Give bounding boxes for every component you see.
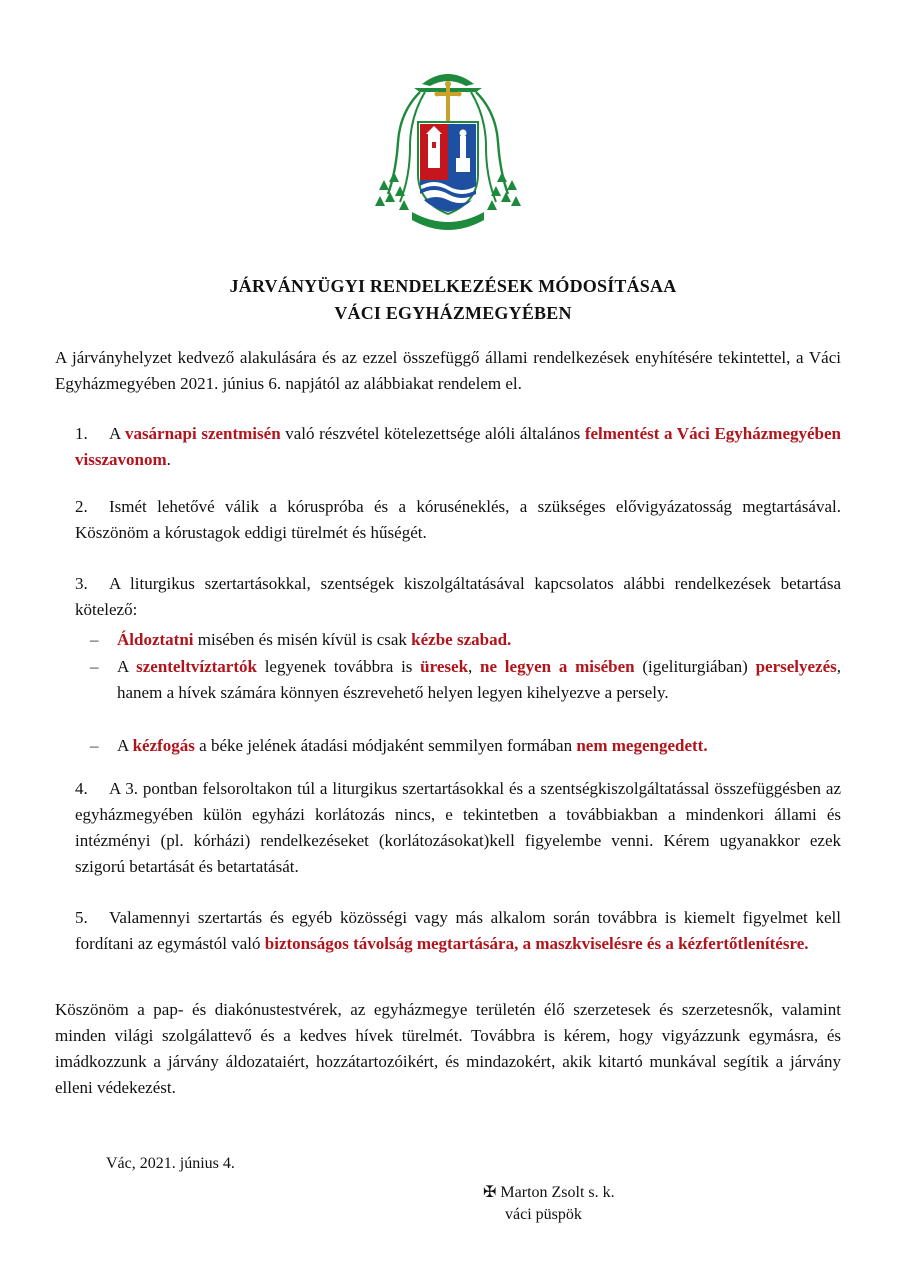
item-1-text-a: A: [109, 424, 125, 443]
dash-marker: –: [90, 630, 99, 649]
crest-motto: [0, 1, 1, 2]
place-date: Vác, 2021. június 4.: [106, 1155, 235, 1172]
signature-name-line: [483, 1182, 615, 1202]
item-1: [75, 421, 841, 473]
bullet-2-text-e: , hanem a hívek számára könnyen észrevehető helyen legyen kihelyezve a persely.: [117, 657, 841, 702]
bullet-1-text: misében és misén kívül is csak: [193, 630, 412, 649]
item-1-number: 1.: [75, 424, 88, 443]
item-1-highlight-2: felmentést a Váci Egyházmegyében visszavonom: [75, 424, 841, 469]
title-line-2: VÁCI EGYHÁZMEGYÉBEN: [334, 303, 572, 323]
item-5: [75, 905, 841, 957]
bullet-2-highlight-3: ne legyen a misében: [480, 657, 635, 676]
item-1-highlight-1: vasárnapi szentmisén: [124, 424, 281, 443]
signature-name: Marton Zsolt s. k.: [500, 1184, 615, 1201]
bullet-3-highlight-2: nem megengedett.: [576, 736, 708, 755]
item-5-highlight: biztonságos távolság megtartására, a maszkviselésre és a kézfertőtlenítésre.: [264, 934, 809, 953]
closing-paragraph: Köszönöm a pap- és diakónustestvérek, az egyházmegye területén élő szerzetesek és szerzetesnők, valamint minden világi szolgálattevő és a kedves hívek türelmét. Továbbra is kérem, hogy vigyázzunk egymásra, és imádkozzunk a járvány áldozataiért, hozzátartozóikért, és mindazokért, akik kitartó munkával segítik a járvány elleni védekezést.: [55, 1000, 841, 1097]
item-2-text: Ismét lehetővé válik a kóruspróba és a kóruséneklés, a szükséges elővigyázatosság megtartásával. Köszönöm a kórustagok eddigi türelmét és hűségét.: [75, 497, 841, 542]
bullet-3-text-b: a béke jelének átadási módjaként semmilyen formában: [194, 736, 577, 755]
bullet-2-text-b: legyenek továbbra is: [256, 657, 421, 676]
item-1-text-b: való részvétel kötelezettsége alóli általános: [280, 424, 585, 443]
bullet-2-text-a: A: [117, 657, 137, 676]
bullet-3-text-a: A: [117, 736, 133, 755]
item-3: [75, 571, 841, 623]
signature-role: váci püspök: [505, 1206, 582, 1223]
bullet-1-highlight-2: kézbe szabad.: [411, 630, 512, 649]
item-2: [75, 494, 841, 546]
item-4: [75, 776, 841, 880]
bullet-2-text-c: ,: [468, 657, 481, 676]
item-4-text: A 3. pontban felsoroltakon túl a liturgikus szertartásokkal és a szentségkiszolgáltatással összefüggésben az egyházmegyében külön egyházi korlátozás nincs, e tekintetben a továbbiakban a mindenkori állami és intézményi (pl. kórházi) rendelkezéseket (korlátozásokat)kell figyelembe venni. Kérem ugyanakkor ezek szigorú betartását és betartatását.: [75, 779, 841, 876]
item-2-number: 2.: [75, 497, 88, 516]
intro-paragraph: A járványhelyzet kedvező alakulására és az ezzel összefüggő állami rendelkezések enyhítésére tekintettel, a Váci Egyházmegyében 2021. június 6. napjától az alábbiakat rendelem el.: [55, 348, 841, 393]
item-5-number: 5.: [75, 908, 88, 927]
bullet-2-highlight-2: üresek: [420, 657, 469, 676]
bullet-3-highlight-1: kézfogás: [132, 736, 195, 755]
dash-marker: –: [90, 736, 99, 755]
bullet-2-text-d: (igeliturgiában): [634, 657, 756, 676]
item-5-text: Valamennyi szertartás és egyéb közösségi vagy más alkalom során továbbra is kiemelt figyelmet kell fordítani az egymástól való: [75, 908, 841, 953]
cross-icon: ✠: [483, 1184, 497, 1201]
bullet-2-highlight-4: perselyezés: [755, 657, 837, 676]
item-3-text: A liturgikus szertartásokkal, szentségek kiszolgáltatásával kapcsolatos alábbi rendelkezések betartása kötelező:: [75, 574, 841, 619]
item-3-bullet-3: [90, 733, 841, 759]
item-1-text-c: .: [166, 450, 171, 469]
bullet-2-highlight-1: szenteltvíztartók: [136, 657, 257, 676]
bullet-1-highlight-1: Áldoztatni: [117, 630, 194, 649]
title-line-1: JÁRVÁNYÜGYI RENDELKEZÉSEK MÓDOSÍTÁSAA: [229, 276, 677, 296]
dash-marker: –: [90, 657, 99, 676]
item-3-number: 3.: [75, 574, 88, 593]
diocese-coat-of-arms: [370, 62, 526, 234]
item-3-bullet-2: [90, 654, 841, 706]
item-4-number: 4.: [75, 779, 88, 798]
item-3-bullet-1: [90, 627, 841, 653]
